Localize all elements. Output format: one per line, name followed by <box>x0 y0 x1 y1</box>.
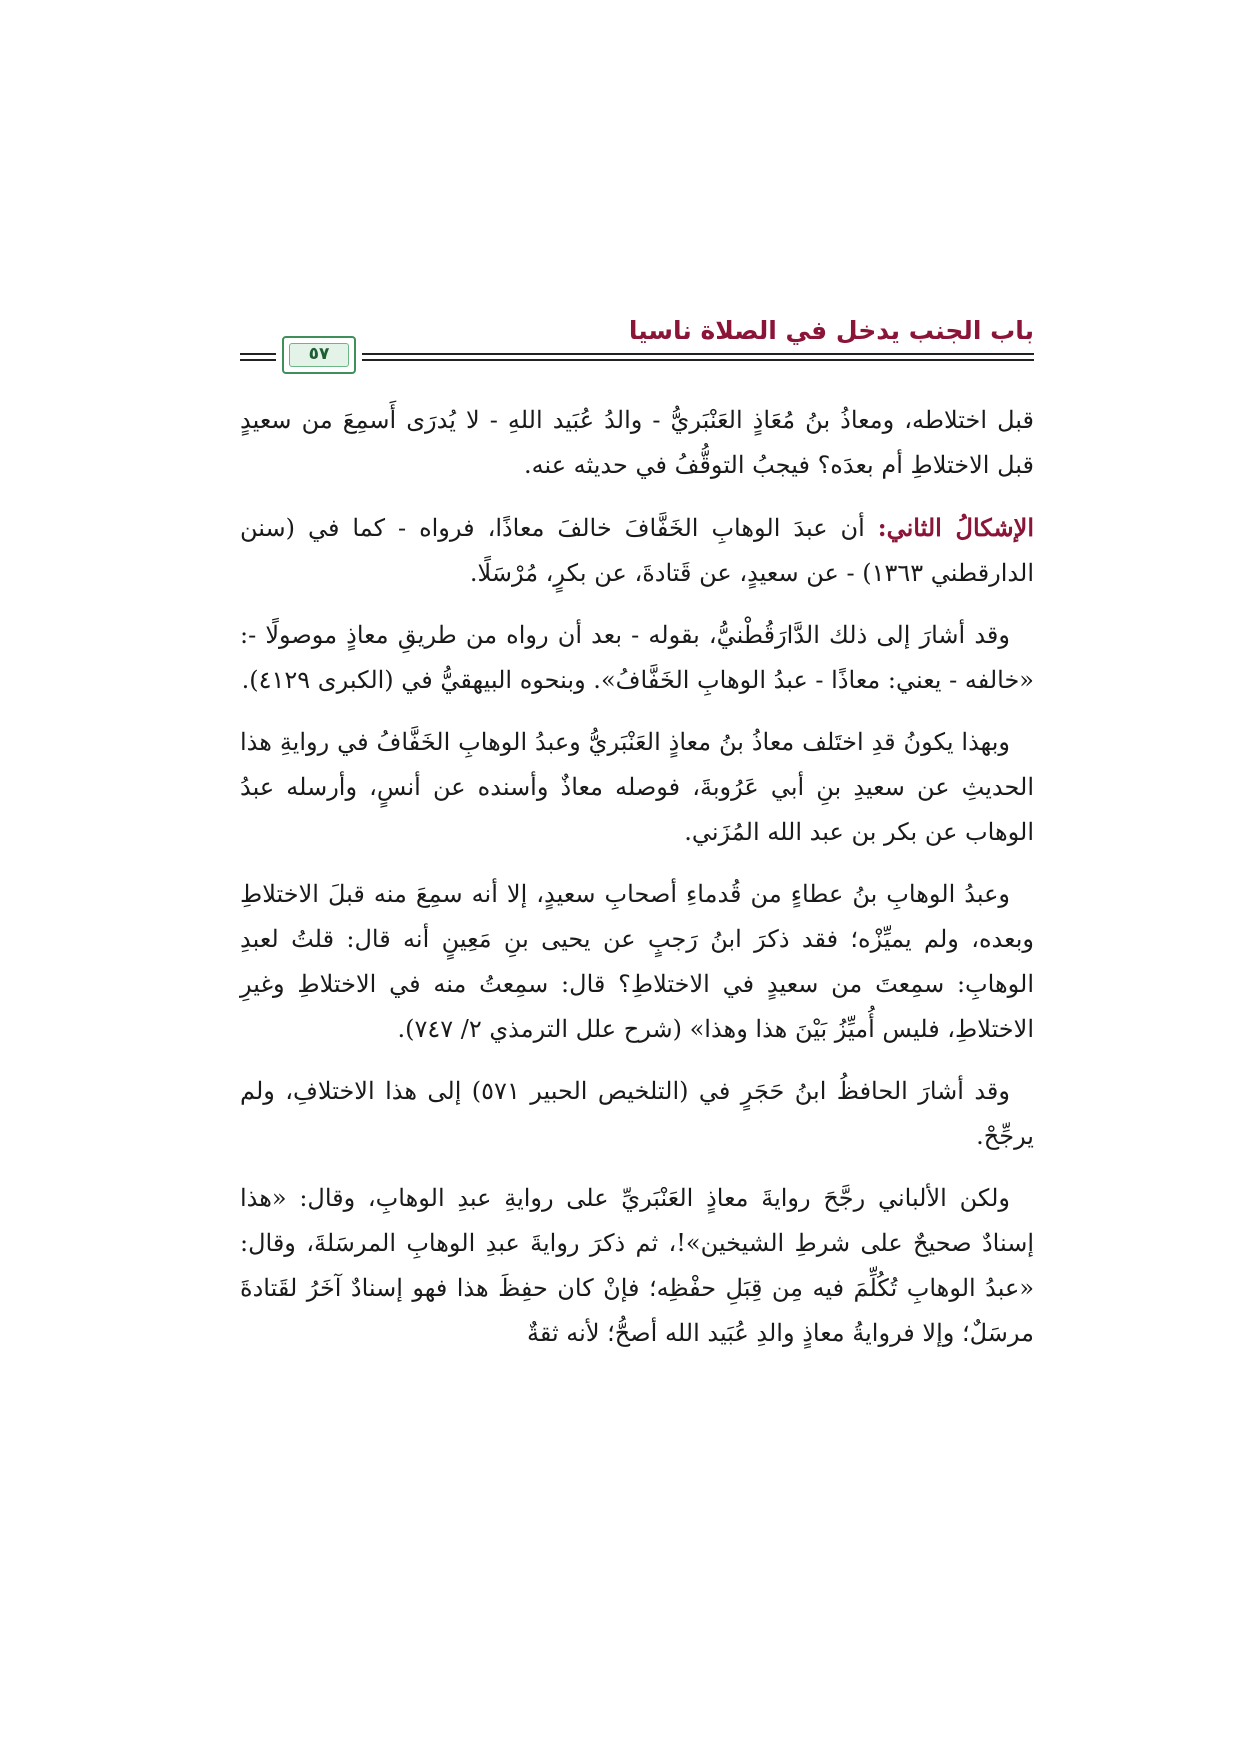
running-title: باب الجنب يدخل في الصلاة ناسيا <box>628 316 1034 345</box>
paragraph-7 <box>240 1176 1034 1356</box>
paragraph-4 <box>240 720 1034 855</box>
header-rule-left-bottom <box>240 359 276 361</box>
header-rule-right-top <box>362 353 1034 355</box>
paragraph-text: ولكن الألباني رجَّحَ روايةَ معاذٍ العَنْبَريِّ على روايةِ عبدِ الوهابِ، وقال: «هذا إسنادٌ صحيحٌ على شرطِ الشيخين»!، ثم ذكرَ روايةَ عبدِ الوهابِ المرسَلةَ، وقال: «عبدُ الوهابِ تُكُلِّمَ فيه مِن قِبَلِ حفْظِه؛ فإنْ كان حفِظَ هذا فهو إسنادٌ آخَرُ لقَتادةَ مرسَلٌ؛ وإلا فروايةُ معاذٍ والدِ عُبَيد الله أصحُّ؛ لأنه ثقةٌ <box>240 1184 1034 1347</box>
paragraph-5 <box>240 872 1034 1052</box>
paragraph-1 <box>240 398 1034 488</box>
paragraph-3 <box>240 613 1034 703</box>
paragraph-6 <box>240 1069 1034 1159</box>
header-rule-left-top <box>240 353 276 355</box>
header-rule-right-bottom <box>362 359 1034 361</box>
paragraph-text: قبل اختلاطه، ومعاذُ بنُ مُعَاذٍ العَنْبَريُّ - والدُ عُبَيد اللهِ - لا يُدرَى أَسمِعَ من سعيدٍ قبل الاختلاطِ أم بعدَه؟ فيجبُ التوقُّفُ في حديثه عنه. <box>240 406 1034 479</box>
page-header <box>240 312 1034 374</box>
paragraph-text: وقد أشارَ إلى ذلك الدَّارَقُطْنيُّ، بقوله - بعد أن رواه من طريقِ معاذٍ موصولًا -: «خالفه - يعني: معاذًا - عبدُ الوهابِ الخَفَّافُ». وبنحوه البيهقيُّ في (الكبرى ٤١٢٩). <box>240 621 1034 694</box>
page-number-badge <box>282 336 356 374</box>
page-body <box>240 398 1034 1373</box>
paragraph-text: وقد أشارَ الحافظُ ابنُ حَجَرٍ في (التلخيص الحبير ٥٧١) إلى هذا الاختلافِ، ولم يرجِّحْ. <box>240 1077 1034 1150</box>
paragraph-text: وعبدُ الوهابِ بنُ عطاءٍ من قُدماءِ أصحابِ سعيدٍ، إلا أنه سمِعَ منه قبلَ الاختلاطِ وبعده، ولم يميِّزْه؛ فقد ذكرَ ابنُ رَجبٍ عن يحيى بنِ مَعِينٍ أنه قال: قلتُ لعبدِ الوهابِ: سمِعتَ من سعيدٍ في الاختلاطِ؟ قال: سمِعتُ منه في الاختلاطِ وغيرِ الاختلاطِ، فليس أُميِّزُ بَيْنَ هذا وهذا» (شرح علل الترمذي ٢/ ٧٤٧). <box>240 880 1035 1043</box>
paragraph-text: وبهذا يكونُ قدِ اختَلف معاذُ بنُ معاذٍ العَنْبَريُّ وعبدُ الوهابِ الخَفَّافُ في روايةِ هذا الحديثِ عن سعيدِ بنِ أبي عَرُوبةَ، فوصله معاذٌ وأسنده عن أنسٍ، وأرسله عبدُ الوهاب عن بكر بن عبد الله المُزَني. <box>240 728 1034 846</box>
page-number: ٥٧ <box>308 344 330 364</box>
paragraph-2 <box>240 505 1034 596</box>
paragraph-label: الإشكالُ الثاني: <box>877 513 1035 542</box>
paragraph-text: أن عبدَ الوهابِ الخَفَّافَ خالفَ معاذًا، فرواه - كما في (سنن الدارقطني ١٣٦٣) - عن سعيدٍ، عن قَتادةَ، عن بكرٍ، مُرْسَلًا. <box>240 514 1034 587</box>
